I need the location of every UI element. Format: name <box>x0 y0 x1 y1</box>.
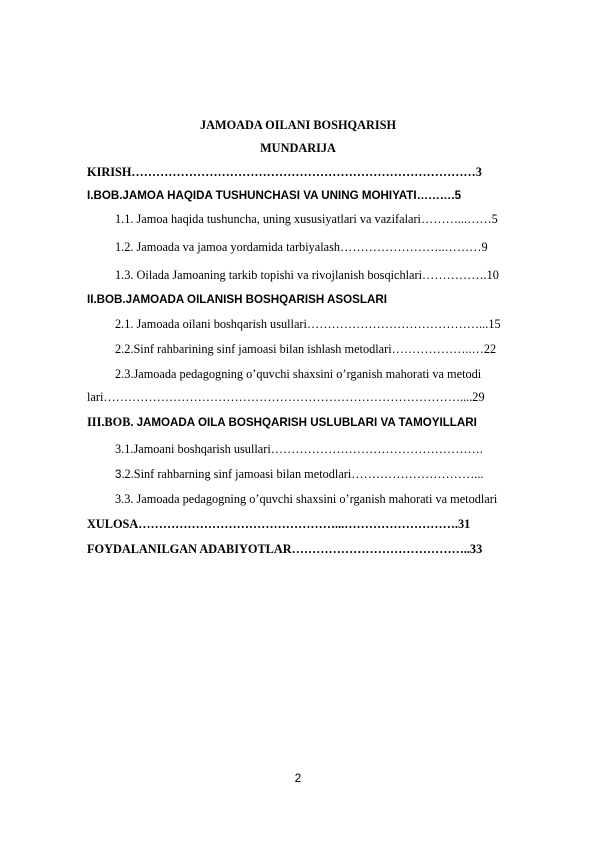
toc-chapter-3-title: JAMOADA OILA BOSHQARISH USLUBLARI VA TAMOYILLARI <box>136 416 477 429</box>
toc-chapter-3 <box>87 414 554 431</box>
toc-entry-adabiyotlar: FOYDALANILGAN ADABIYOTLAR……………………………………..33 <box>87 542 483 556</box>
toc-section-3-2 <box>115 466 554 483</box>
contents-heading: MUNDARIJA <box>260 141 336 155</box>
toc-section-2-2: 2.2.Sinf rahbarining sinf jamoasi bilan ishlash metodlari………………..…22 <box>115 342 497 356</box>
toc-entry-kirish: KIRISH…………………………………………………………………………3 <box>87 165 482 179</box>
toc-section-2-3-continued: lari……………………………………………………………………………....29 <box>87 390 485 404</box>
toc-section-3-3: 3.3. Jamoada pedagogning o’quvchi shaxsini o’rganish mahorati va metodlari <box>115 492 498 506</box>
document-title: JAMOADA OILANI BOSHQARISH <box>199 118 397 132</box>
toc-chapter-3-prefix: III.BOB. <box>87 415 137 429</box>
toc-section-3-1: 3.1.Jamoani boshqarish usullari……………………………………………. <box>115 442 483 456</box>
toc-section-1-1: 1.1. Jamoa haqida tushuncha, uning xususiyatlari va vazifalari………...……5 <box>115 212 498 226</box>
toc-entry-xulosa: XULOSA…………………………………………...……………………….31 <box>87 517 471 531</box>
toc-section-3-2-prefix: 3 <box>115 468 122 481</box>
toc-section-2-3: 2.3.Jamoada pedagogning o’quvchi shaxsini o’rganish mahorati va metodi <box>115 367 482 381</box>
toc-chapter-2: II.BOB.JAMOADA OILANISH BOSHQARISH ASOSLARI <box>87 293 387 306</box>
toc-section-1-2: 1.2. Jamoada va jamoa yordamida tarbiyalash……………………..………9 <box>115 240 488 254</box>
toc-chapter-1: I.BOB.JAMOA HAQIDA TUSHUNCHASI VA UNING MOHIYATI……….5 <box>87 189 462 202</box>
toc-section-3-2-text: .2.Sinf rahbarning sinf jamoasi bilan metodlari…………………………... <box>121 467 484 481</box>
toc-section-1-3: 1.3. Oilada Jamoaning tarkib topishi va rivojlanish bosqichlari…………….10 <box>115 268 499 282</box>
toc-section-2-1: 2.1. Jamoada oilani boshqarish usullari……………………………………...15 <box>115 317 501 331</box>
page-number: 2 <box>294 771 302 785</box>
